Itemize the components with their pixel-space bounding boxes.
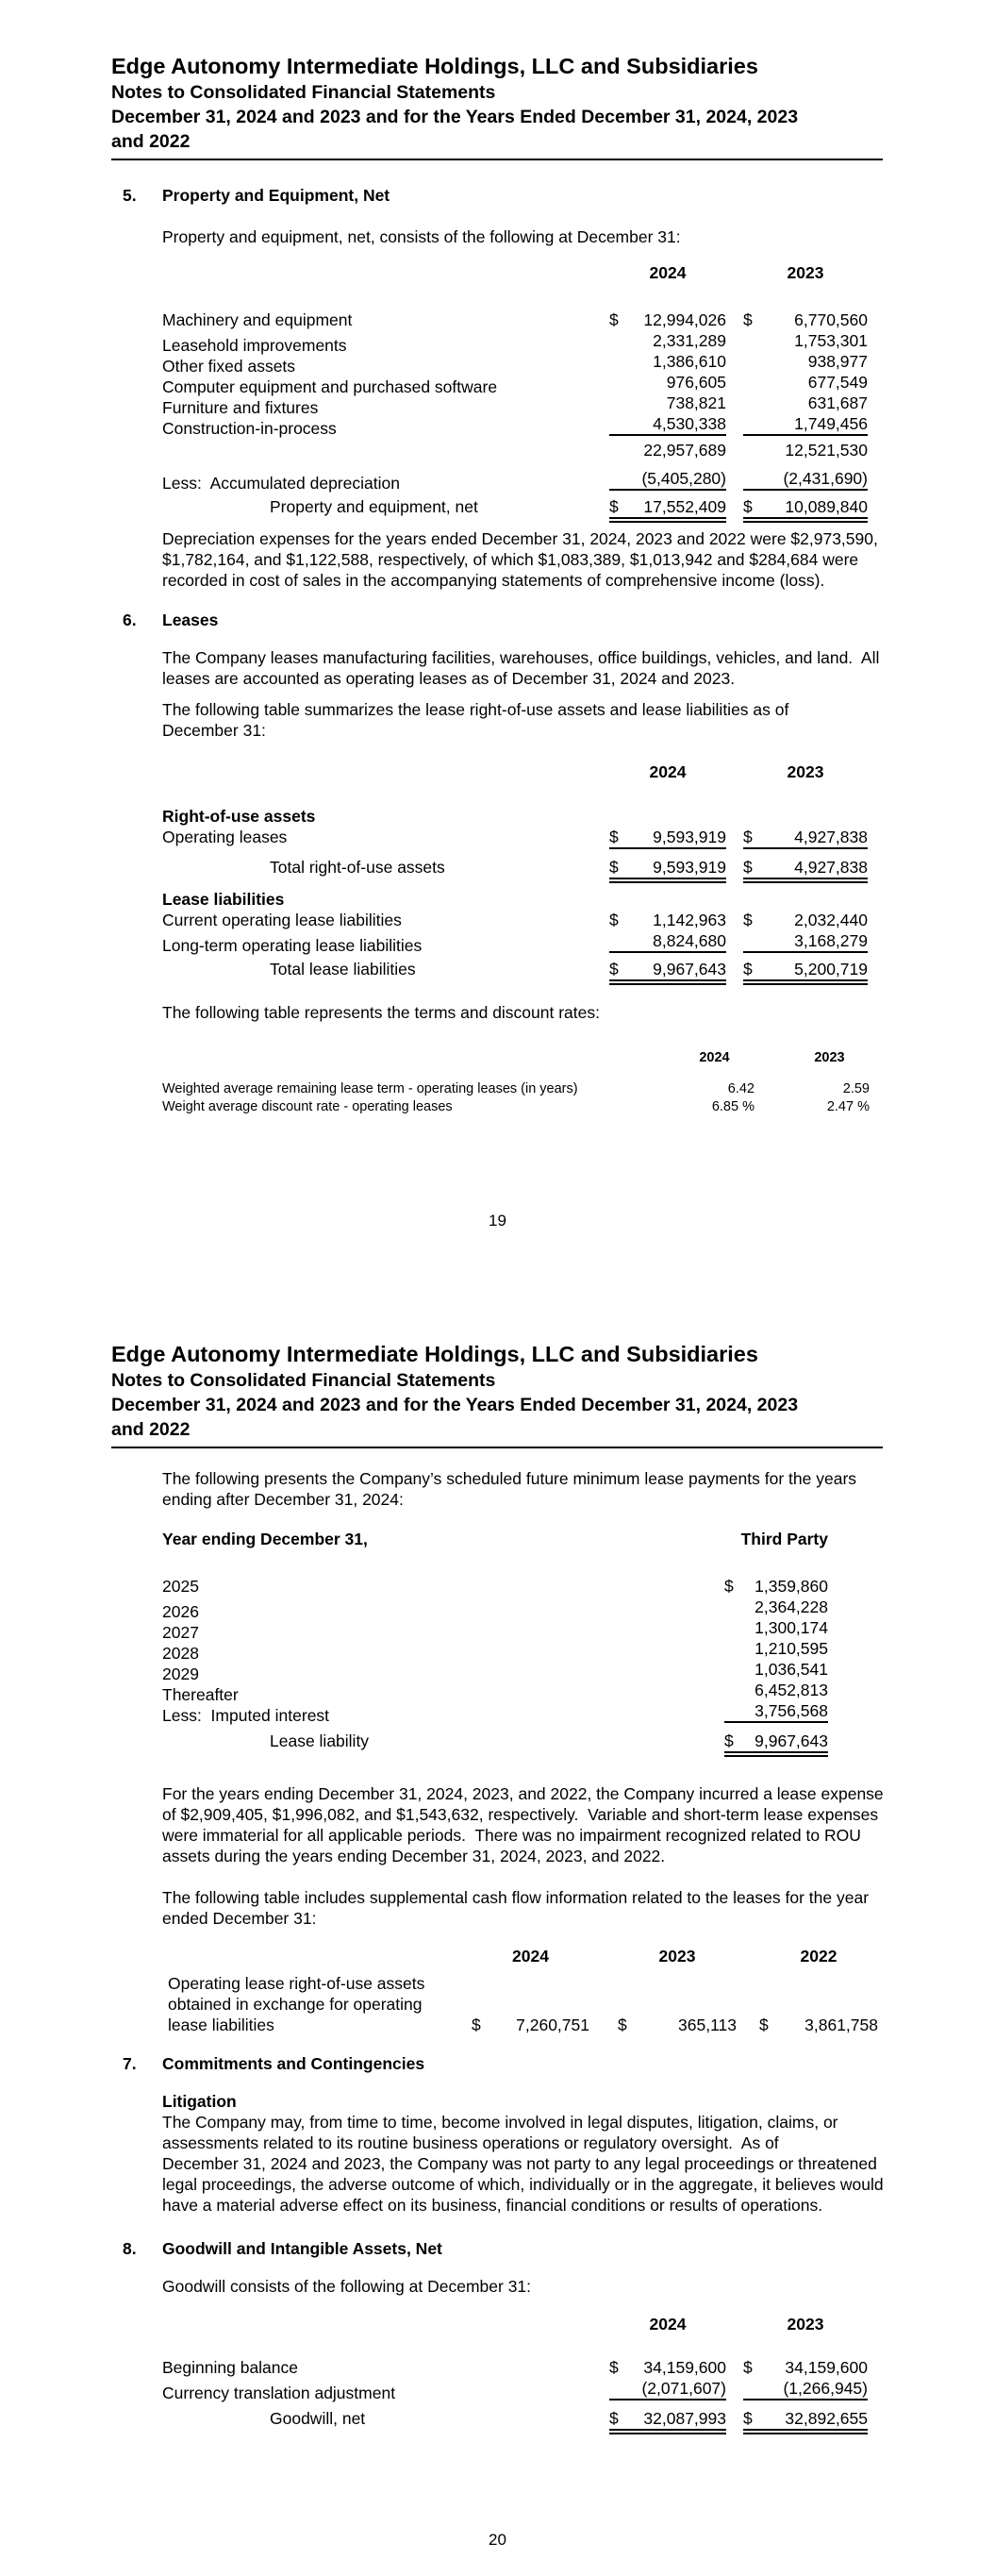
dollar-sign: $ bbox=[743, 310, 753, 329]
col-header-2022: 2022 bbox=[800, 1947, 837, 1965]
dollar-sign: $ bbox=[724, 1731, 734, 1750]
terms-intro-paragraph: The following table represents the terms and discount rates: bbox=[162, 1003, 600, 1022]
dollar-sign: $ bbox=[609, 497, 619, 516]
dollar-sign: $ bbox=[618, 2016, 627, 2034]
dollar-sign: $ bbox=[609, 2409, 619, 2428]
document-title: Notes to Consolidated Financial Statements bbox=[111, 1370, 496, 1391]
table-header-row bbox=[162, 1049, 870, 1067]
table-row: Beginning balance $ 34,159,600 $ 34,159,600 bbox=[162, 2358, 868, 2377]
document-title: Notes to Consolidated Financial Statements bbox=[111, 82, 496, 103]
terms-discount-table bbox=[162, 1049, 870, 1116]
page19-document-header bbox=[111, 53, 883, 160]
table-row: Currency translation adjustment (2,071,607) (1,266,945) bbox=[162, 2379, 868, 2402]
group-heading: Right-of-use assets bbox=[162, 807, 316, 826]
total-row: Total right-of-use assets $ 9,593,919 $ 4,927,838 bbox=[162, 857, 868, 878]
col-header-2023: 2023 bbox=[787, 2315, 824, 2333]
period-line-1: December 31, 2024 and 2023 and for the Years Ended December 31, 2024, 2023 bbox=[111, 1395, 799, 1415]
paragraph-line: Property and equipment, net, consists of the following at December 31: bbox=[162, 227, 681, 246]
table-header-row bbox=[162, 1946, 878, 1966]
dollar-sign: $ bbox=[743, 2358, 753, 2377]
dollar-sign: $ bbox=[743, 497, 753, 516]
col-header-2024: 2024 bbox=[649, 263, 687, 282]
table-header-row bbox=[162, 761, 868, 782]
table-row: Weighted average remaining lease term - operating leases (in years) 6.42 2.59 bbox=[162, 1081, 870, 1096]
period-line-2: and 2022 bbox=[111, 1419, 191, 1440]
pe-intro-paragraph bbox=[162, 226, 885, 247]
table-row: Long-term operating lease liabilities 8,824,680 3,168,279 bbox=[162, 931, 868, 955]
company-name: Edge Autonomy Intermediate Holdings, LLC and Subsidiaries bbox=[111, 54, 758, 78]
dollar-sign: $ bbox=[609, 310, 619, 329]
table-row: Thereafter 6,452,813 bbox=[162, 1681, 828, 1704]
table-row: lease liabilities $ 7,260,751 $ 365,113 $ 3,861,758 bbox=[168, 2016, 878, 2034]
col-header-2024: 2024 bbox=[512, 1947, 549, 1965]
table-row: Furniture and fixtures 738,821 631,687 bbox=[162, 393, 868, 417]
accumulated-depreciation-row: Less: Accumulated depreciation (5,405,280) (2,431,690) bbox=[162, 469, 868, 493]
row-label-line: Operating lease right-of-use assets bbox=[168, 1974, 425, 1993]
lease-payments-schedule-table bbox=[162, 1529, 828, 1751]
section-number: 6. bbox=[123, 611, 137, 629]
dollar-sign: $ bbox=[609, 858, 619, 877]
table-row: Operating leases $ 9,593,919 $ 4,927,838 bbox=[162, 827, 868, 847]
page-number-19: 19 bbox=[489, 1212, 506, 1229]
dollar-sign: $ bbox=[609, 828, 619, 846]
litigation-block: Litigation The Company may, from time to time, become involved in legal disputes, litigation, claims, or assessments related to its routine business operations or regulatory oversight. As of December 31, 2024 and 2023, the Company was not party to any legal proceedings or threatened legal proceedings, the adverse outcome of which, individually or in the aggregate, it believes would have a material adverse effect on its business, financial conditions or results of operations. bbox=[162, 2092, 884, 2215]
dollar-sign: $ bbox=[609, 960, 619, 979]
supplemental-cash-flow-table bbox=[162, 1946, 878, 2035]
schedule-header-left: Year ending December 31, bbox=[162, 1530, 368, 1548]
col-header-2024: 2024 bbox=[699, 1050, 730, 1065]
period-line-1: December 31, 2024 and 2023 and for the Years Ended December 31, 2024, 2023 bbox=[111, 107, 799, 127]
dollar-sign: $ bbox=[472, 2016, 481, 2034]
total-row: Goodwill, net $ 32,087,993 $ 32,892,655 bbox=[162, 2408, 868, 2429]
col-header-2024: 2024 bbox=[649, 2315, 687, 2333]
schedule-header-right: Third Party bbox=[740, 1530, 828, 1548]
goodwill-table bbox=[162, 2314, 868, 2429]
section-number: 8. bbox=[123, 2239, 137, 2258]
table-row: Weight average discount rate - operating leases 6.85 % 2.47 % bbox=[162, 1099, 870, 1114]
table-row: 2029 1,036,541 bbox=[162, 1660, 828, 1683]
col-header-2023: 2023 bbox=[787, 263, 824, 282]
section-title: Commitments and Contingencies bbox=[162, 2054, 425, 2073]
property-equipment-table bbox=[162, 262, 868, 517]
litigation-heading: Litigation bbox=[162, 2092, 237, 2111]
table-header-row bbox=[162, 1529, 828, 1549]
future-payments-intro-paragraph: The following presents the Company’s scheduled future minimum lease payments for the years ending after December 31, 2024: bbox=[162, 1469, 857, 1509]
dollar-sign: $ bbox=[743, 960, 753, 979]
dollar-sign: $ bbox=[724, 1577, 734, 1596]
section-number: 5. bbox=[123, 186, 137, 205]
rou-lease-table bbox=[162, 761, 868, 979]
section-number: 7. bbox=[123, 2054, 137, 2073]
section-7-heading bbox=[123, 2053, 882, 2074]
dollar-sign: $ bbox=[743, 911, 753, 929]
company-name: Edge Autonomy Intermediate Holdings, LLC and Subsidiaries bbox=[111, 1342, 758, 1366]
table-row: 2027 1,300,174 bbox=[162, 1618, 828, 1642]
table-header-row bbox=[162, 262, 868, 283]
section-title: Goodwill and Intangible Assets, Net bbox=[162, 2239, 442, 2258]
section-5-heading bbox=[123, 185, 882, 206]
row-label-line: obtained in exchange for operating bbox=[168, 1995, 423, 2014]
page20-document-header bbox=[111, 1341, 883, 1448]
table-row: Leasehold improvements 2,331,289 1,753,301 bbox=[162, 331, 868, 355]
page-number-20: 20 bbox=[489, 2531, 506, 2549]
section-title: Leases bbox=[162, 611, 219, 629]
table-row: Other fixed assets 1,386,610 938,977 bbox=[162, 352, 868, 376]
total-row: Total lease liabilities $ 9,967,643 $ 5,200,719 bbox=[162, 959, 868, 979]
goodwill-intro-paragraph: Goodwill consists of the following at December 31: bbox=[162, 2277, 532, 2296]
table-row: Current operating lease liabilities $ 1,142,963 $ 2,032,440 bbox=[162, 911, 868, 929]
col-header-2023: 2023 bbox=[658, 1947, 696, 1965]
leases-intro-paragraph: The Company leases manufacturing facilities, warehouses, office buildings, vehicles, and land. All leases are accounted as operating leases as of December 31, 2024 and 2023. bbox=[162, 648, 880, 688]
subtotal-row: 22,957,689 12,521,530 bbox=[643, 441, 868, 460]
dollar-sign: $ bbox=[743, 2409, 753, 2428]
total-row: Property and equipment, net $ 17,552,409 $ 10,089,840 bbox=[162, 496, 868, 517]
group-heading: Lease liabilities bbox=[162, 890, 285, 909]
dollar-sign: $ bbox=[759, 2016, 769, 2034]
table-row: Construction-in-process 4,530,338 1,749,456 bbox=[162, 414, 868, 438]
section-title: Property and Equipment, Net bbox=[162, 186, 390, 205]
col-header-2024: 2024 bbox=[649, 762, 687, 781]
dollar-sign: $ bbox=[609, 2358, 619, 2377]
depreciation-paragraph: Depreciation expenses for the years ended December 31, 2024, 2023 and 2022 were $2,973,590, $1,782,164, and $1,122,588, respectively, of which $1,083,389, $1,013,942 and $284,684 were recorded in cost of sales in the accompanying statements of comprehensive income (loss). bbox=[162, 529, 878, 590]
col-header-2023: 2023 bbox=[814, 1050, 845, 1065]
section-8-heading bbox=[123, 2238, 882, 2259]
lease-expense-paragraph: For the years ending December 31, 2024, 2023, and 2022, the Company incurred a lease expense of $2,909,405, $1,996,082, and $1,543,632, respectively. Variable and short-term lease expenses were immaterial for all applicable periods. There was no impairment recognized related to ROU assets during the years ending December 31, 2024, 2023, and 2022. bbox=[162, 1784, 884, 1865]
section-6-heading bbox=[123, 610, 882, 630]
rou-intro-paragraph: The following table summarizes the lease right-of-use assets and lease liabilities as of December 31: bbox=[162, 700, 789, 740]
table-header-row bbox=[162, 2314, 868, 2334]
total-row: Lease liability $ 9,967,643 bbox=[162, 1731, 828, 1751]
dollar-sign: $ bbox=[743, 828, 753, 846]
col-header-2023: 2023 bbox=[787, 762, 824, 781]
period-line-2: and 2022 bbox=[111, 131, 191, 152]
dollar-sign: $ bbox=[609, 911, 619, 929]
table-row: Machinery and equipment $ 12,994,026 $ 6,770,560 bbox=[162, 310, 868, 329]
dollar-sign: $ bbox=[743, 858, 753, 877]
table-row: 2028 1,210,595 bbox=[162, 1639, 828, 1663]
table-row: 2026 2,364,228 bbox=[162, 1597, 828, 1621]
table-row: Computer equipment and purchased software 976,605 677,549 bbox=[162, 373, 868, 396]
table-row: 2025 $ 1,359,860 bbox=[162, 1577, 828, 1596]
supplemental-intro-paragraph: The following table includes supplemental cash flow information related to the leases for the year ended December 31: bbox=[162, 1888, 870, 1928]
table-row: Less: Imputed interest 3,756,568 bbox=[162, 1701, 828, 1725]
